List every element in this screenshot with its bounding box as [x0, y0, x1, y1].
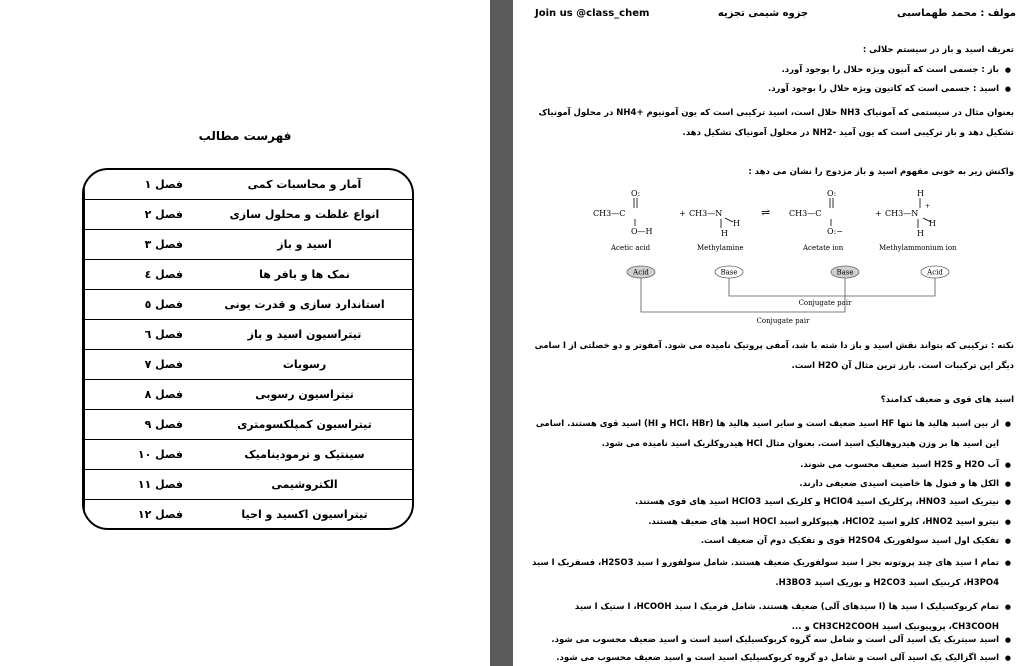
list-item: ● تمام کربوکسیلیک ا سید ها (ا سیدهای آلی) ضعیف هستند. شامل فرمیک ا سید HCOOH، ا ستیک ا سید CH3COOH، پروپیونیک اسید CH3CH2COOH و ... [529, 597, 1014, 637]
tag-base-1: Base [720, 268, 738, 277]
toc-row[interactable] [85, 440, 413, 470]
toc-row[interactable] [85, 500, 413, 530]
plus-sign-2: + [875, 209, 882, 218]
acetic-acid-dbl-o: O: [631, 189, 641, 198]
toc-row[interactable] [85, 380, 413, 410]
conjugate-pair-label-2: Conjugate pair [756, 317, 810, 325]
toc-topic: تیتراسیون اکسید و احیا [241, 508, 368, 521]
toc-chapter: فصل ۱ [85, 170, 198, 200]
toc-row[interactable] [85, 410, 413, 440]
acetate-dbl-o: O: [827, 189, 837, 198]
toc-row[interactable] [85, 230, 413, 260]
list-item: ● آب H2O و H2S اسید ضعیف محسوب می شوند. [529, 459, 1014, 472]
toc-page [0, 0, 490, 666]
methylammonium-name: Methylammonium ion [879, 244, 957, 252]
toc-chapter: فصل ۱۰ [85, 440, 198, 470]
acetic-acid-oh: O—H [631, 227, 653, 236]
strong-weak-title: اسید های قوی و ضعیف کدامند؟ [880, 395, 1014, 405]
tag-acid-1: Acid [633, 268, 649, 277]
toc-topic: سینتیک و ترمودینامیک [197, 440, 412, 470]
toc-chapter: فصل ۸ [85, 380, 198, 410]
amphiprotic-note: نکته : ترکیبی که بتواند نقش اسید و باز دا شته با شد، آمفی پروتیک نامیده می شود. آمفوتر و دو خصلتی از ا سامی دیگر این ترکیبات است. بارز ترین مثال آن H2O است. [534, 341, 1014, 371]
toc-chapter: فصل ٥ [85, 290, 198, 320]
toc-topic: آمار و محاسبات کمی [197, 170, 412, 200]
acetate-o-minus: O:− [827, 227, 843, 236]
toc-table [82, 168, 414, 530]
toc-chapter: فصل ۲ [85, 200, 198, 230]
methylamine-name: Methylamine [697, 244, 744, 252]
toc-topic: استاندارد سازی و قدرت یونی [197, 290, 412, 320]
toc-chapter: فصل ٦ [85, 320, 198, 350]
tag-acid-2: Acid [927, 268, 943, 277]
toc-chapter: فصل ۱۲ [85, 500, 198, 530]
toc-row[interactable] [85, 170, 413, 200]
toc-chapter: فصل ٤ [85, 260, 198, 290]
content-page [513, 0, 1024, 666]
acetate-methyl: CH3—C [789, 209, 822, 218]
toc-title: فهرست مطالب [198, 129, 292, 143]
definition-title: تعریف اسید و باز در سیستم حلالی : [862, 45, 1014, 55]
conjugate-pair-label-1: Conjugate pair [798, 299, 852, 307]
methylamine-h2: H [721, 229, 728, 238]
methylammonium-charge: + [925, 203, 931, 210]
toc-topic: تیتراسیون رسوبی [197, 380, 412, 410]
acetate-name: Acetate ion [803, 244, 844, 252]
base-definition: ● باز : جسمی است که آنیون ویژه حلال را بوجود آورد. [529, 64, 1014, 77]
toc-topic: انواع غلظت و محلول سازی [197, 200, 412, 230]
toc-row[interactable] [85, 260, 413, 290]
toc-topic: رسوبات [197, 350, 412, 380]
toc-topic: الکتروشیمی [197, 470, 412, 500]
plus-sign-1: + [679, 209, 686, 218]
acetic-acid-name: Acetic acid [611, 244, 651, 252]
acetic-acid-methyl: CH3—C [593, 209, 626, 218]
list-item: ● الکل ها و فنول ها خاصیت اسیدی ضعیفی دارند. [529, 478, 1014, 491]
list-item: ● تفکیک اول اسید سولفوریک H2SO4 قوی و تفکیک دوم آن ضعیف است. [529, 535, 1014, 548]
acid-definition: ● اسید : جسمی است که کاتیون ویژه حلال را بوجود آورد. [529, 83, 1014, 96]
toc-row[interactable] [85, 290, 413, 320]
methylamine-h1: H [733, 219, 740, 228]
methylammonium-formula: CH3—N [885, 209, 919, 218]
toc-row[interactable] [85, 350, 413, 380]
toc-chapter: فصل ۳ [85, 230, 198, 260]
toc-topic: اسید و باز [197, 230, 412, 260]
toc-topic: نمک ها و بافر ها [197, 260, 412, 290]
toc-row[interactable] [85, 200, 413, 230]
toc-topic: تیتراسیون کمپلکسومتری [197, 410, 412, 440]
toc-row[interactable] [85, 470, 413, 500]
methylammonium-h2: H [929, 219, 936, 228]
list-item: ● نیتریک اسید HNO3، پرکلریک اسید HClO4 و کلریک اسید HClO3 اسید های قوی هستند. [529, 496, 1014, 509]
list-item: ● از بین اسید هالید ها تنها HF اسید ضعیف است و سایر اسید هالید ها (HCl، HBr و HI) اسید قوی هستند. اسامی این اسید ها بر وزن هیدروهالیک اسید است. بعنوان مثال HCl هیدروکلریک اسید نامیده می شود. [529, 414, 1014, 454]
ammonia-example: بعنوان مثال در سیستمی که آمونیاک NH3 حلال است، اسید ترکیبی است که یون آمونیوم +NH4 در محلول آمونیاک تشکیل دهد و باز ترکیبی است که یون آمید -NH2 در محلول آمونیاک تشکیل دهد. [538, 108, 1014, 138]
toc-chapter: فصل ۷ [85, 350, 198, 380]
channel-link[interactable]: Join us @class_chem [535, 8, 650, 19]
booklet-title: جزوه شیمی تجزیه [717, 8, 809, 19]
list-item: ● اسید اگزالیک یک اسید آلی است و شامل دو گروه کربوکسیلیک اسید است و اسید ضعیف محسوب می شود. [529, 652, 1014, 665]
methylamine-formula: CH3—N [689, 209, 723, 218]
list-item: ● اسید سیتریک یک اسید آلی است و شامل سه گروه کربوکسیلیک اسید است و اسید ضعیف محسوب می شود. [529, 634, 1014, 647]
toc-chapter: فصل ۱۱ [85, 470, 198, 500]
toc-chapter: فصل ۹ [85, 410, 198, 440]
list-item: ● تمام ا سید های چند پروتونه بجز ا سید سولفوریک ضعیف هستند. شامل سولفورو ا سید H2SO3، فسفریک ا سید H3PO4، کربنیک اسید H2CO3 و بوریک اسید H3BO3. [529, 553, 1014, 593]
methylammonium-h1: H [917, 189, 924, 198]
methylammonium-h3: H [917, 229, 924, 238]
conjugate-pair-diagram [593, 184, 973, 329]
author: مولف : محمد طهماسبی [897, 8, 1016, 19]
list-item: ● نیترو اسید HNO2، کلرو اسید HClO2، هیپوکلرو اسید HOCl اسید های ضعیف هستند. [529, 516, 1014, 529]
toc-row[interactable] [85, 320, 413, 350]
reaction-intro: واکنش زیر به خوبی مفهوم اسید و باز مزدوج را نشان می دهد : [748, 167, 1014, 177]
tag-base-2: Base [836, 268, 854, 277]
equilibrium-arrow: ⇌ [761, 206, 771, 219]
toc-topic: تیتراسیون اسید و باز [197, 320, 412, 350]
